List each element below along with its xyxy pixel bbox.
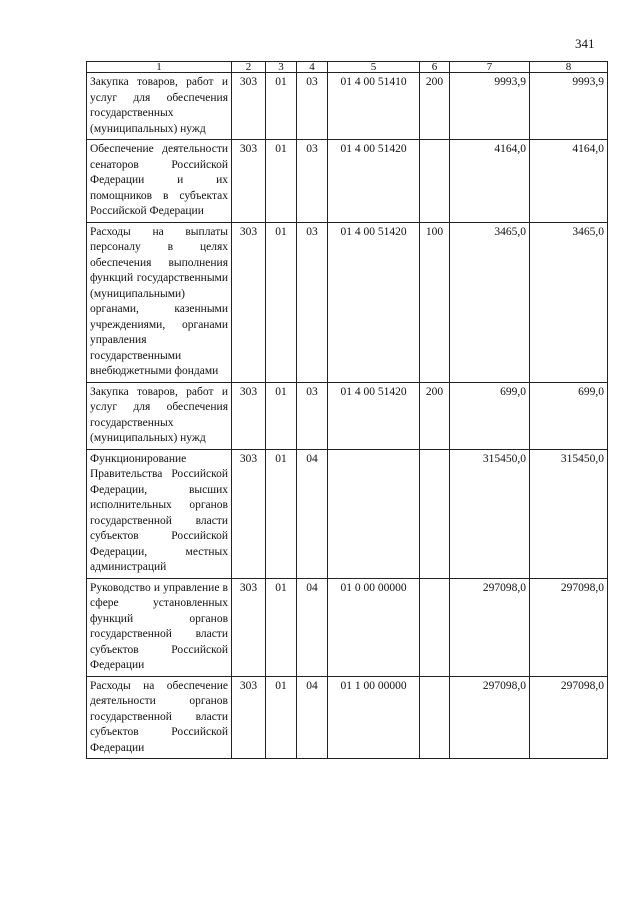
table-row: [87, 73, 608, 140]
budget-table: [86, 61, 608, 759]
amount-2: 315450,0: [530, 449, 608, 578]
amount-1: 4164,0: [450, 140, 530, 223]
code-csr: [328, 449, 420, 578]
code-csr: 01 1 00 00000: [328, 676, 420, 759]
column-header: 4: [297, 62, 328, 73]
code-vr: [420, 449, 450, 578]
code-gr: 303: [232, 578, 266, 676]
code-vr: [420, 578, 450, 676]
expense-name: Закупка товаров, работ и услуг для обеспечения государственных (муниципальных) нужд: [87, 73, 232, 140]
code-csr: 01 0 00 00000: [328, 578, 420, 676]
code-rz: 01: [266, 140, 297, 223]
column-header: 7: [450, 62, 530, 73]
code-vr: 200: [420, 73, 450, 140]
code-pr: 03: [297, 73, 328, 140]
code-vr: [420, 676, 450, 759]
column-header: 5: [328, 62, 420, 73]
amount-2: 297098,0: [530, 578, 608, 676]
expense-name: Обеспечение деятельности сенаторов Российской Федерации и их помощников в субъектах Российской Федерации: [87, 140, 232, 223]
code-csr: 01 4 00 51420: [328, 382, 420, 449]
expense-name: Закупка товаров, работ и услуг для обеспечения государственных (муниципальных) нужд: [87, 382, 232, 449]
column-header: 3: [266, 62, 297, 73]
code-csr: 01 4 00 51420: [328, 140, 420, 223]
amount-2: 4164,0: [530, 140, 608, 223]
column-header: 8: [530, 62, 608, 73]
code-pr: 03: [297, 222, 328, 382]
code-vr: 100: [420, 222, 450, 382]
table-row: [87, 140, 608, 223]
code-vr: [420, 140, 450, 223]
amount-1: 699,0: [450, 382, 530, 449]
code-csr: 01 4 00 51420: [328, 222, 420, 382]
column-header: 1: [87, 62, 232, 73]
code-gr: 303: [232, 676, 266, 759]
expense-name: Расходы на выплаты персоналу в целях обеспечения выполнения функций государственными (муниципальными) органами, казенными учреждениями, органами управления государственными внебюджетными фондами: [87, 222, 232, 382]
table-row: [87, 676, 608, 759]
table-row: [87, 222, 608, 382]
code-vr: 200: [420, 382, 450, 449]
page-number: 341: [575, 36, 595, 51]
table-row: [87, 449, 608, 578]
amount-1: 297098,0: [450, 676, 530, 759]
code-rz: 01: [266, 73, 297, 140]
code-rz: 01: [266, 578, 297, 676]
table-row: [87, 382, 608, 449]
expense-name: Расходы на обеспечение деятельности органов государственной власти субъектов Российской Федерации: [87, 676, 232, 759]
code-gr: 303: [232, 449, 266, 578]
amount-1: 315450,0: [450, 449, 530, 578]
code-pr: 03: [297, 382, 328, 449]
code-pr: 04: [297, 449, 328, 578]
code-csr: 01 4 00 51410: [328, 73, 420, 140]
code-rz: 01: [266, 449, 297, 578]
code-rz: 01: [266, 382, 297, 449]
amount-2: 9993,9: [530, 73, 608, 140]
amount-1: 3465,0: [450, 222, 530, 382]
code-rz: 01: [266, 222, 297, 382]
table-row: [87, 578, 608, 676]
amount-2: 699,0: [530, 382, 608, 449]
code-pr: 03: [297, 140, 328, 223]
column-header: 2: [232, 62, 266, 73]
code-gr: 303: [232, 222, 266, 382]
amount-1: 9993,9: [450, 73, 530, 140]
code-gr: 303: [232, 73, 266, 140]
code-pr: 04: [297, 676, 328, 759]
code-gr: 303: [232, 382, 266, 449]
code-rz: 01: [266, 676, 297, 759]
expense-name: Функционирование Правительства Российской Федерации, высших исполнительных органов государственной власти субъектов Российской Федерации, местных администраций: [87, 449, 232, 578]
amount-2: 3465,0: [530, 222, 608, 382]
code-pr: 04: [297, 578, 328, 676]
column-header: 6: [420, 62, 450, 73]
amount-2: 297098,0: [530, 676, 608, 759]
expense-name: Руководство и управление в сфере установленных функций органов государственной власти субъектов Российской Федерации: [87, 578, 232, 676]
code-gr: 303: [232, 140, 266, 223]
table-header-row: [87, 62, 608, 73]
amount-1: 297098,0: [450, 578, 530, 676]
